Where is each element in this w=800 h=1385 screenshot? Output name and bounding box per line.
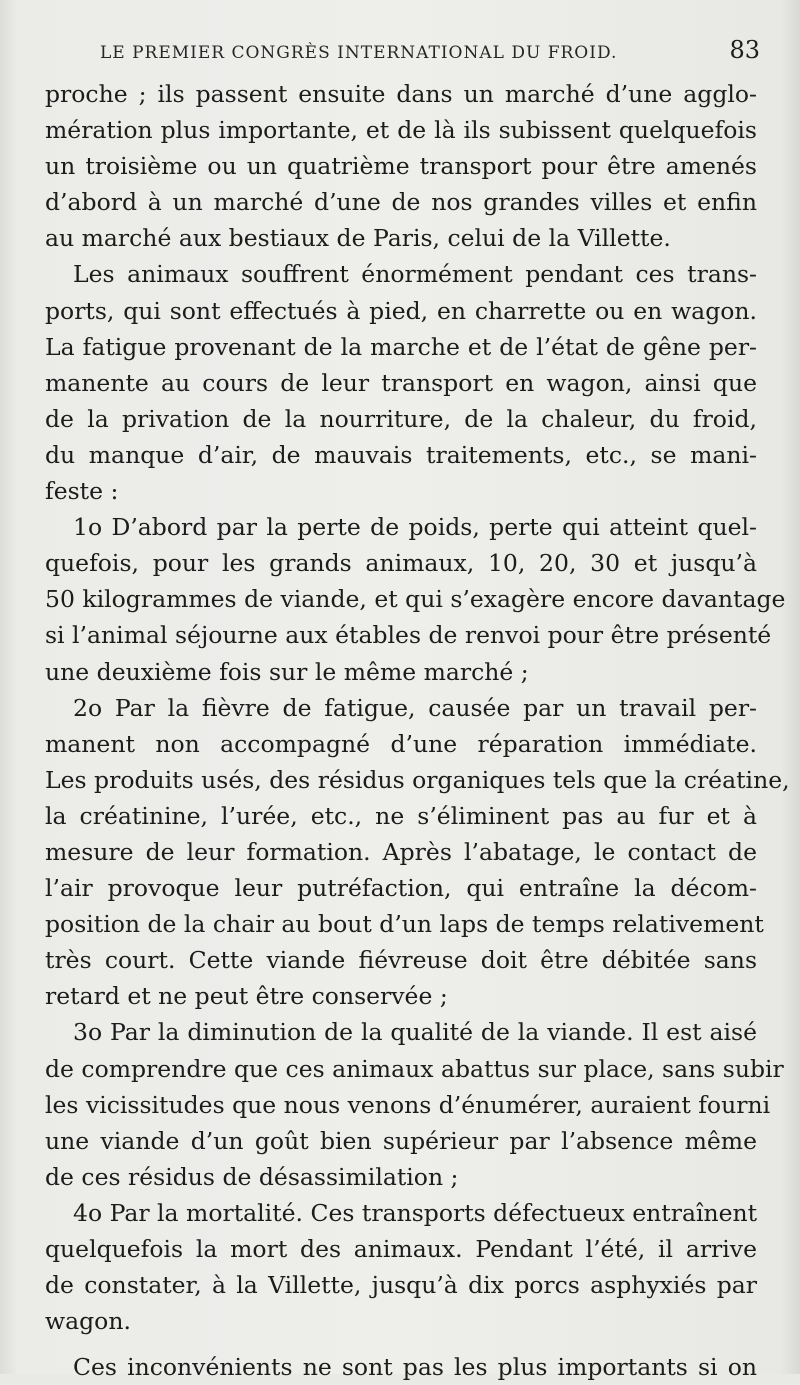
- text-line: une deuxième fois sur le même marché ;: [45, 657, 529, 686]
- text-line: ports, qui sont effectués à pied, en charrette ou en wagon.: [45, 296, 757, 325]
- text-line: 3o Par la diminution de la qualité de la viande. Il est aisé: [73, 1018, 757, 1047]
- text-line: de constater, à la Villette, jusqu’à dix porcs asphyxiés par: [45, 1271, 757, 1300]
- text-line: feste :: [45, 477, 119, 506]
- text-line: 50 kilogrammes de viande, et qui s’exagère encore davantage: [45, 585, 786, 614]
- text-line: 1o D’abord par la perte de poids, perte qui atteint quel-: [73, 513, 757, 542]
- text-line: Les animaux souffrent énormément pendant ces trans-: [73, 260, 757, 289]
- text-line: au marché aux bestiaux de Paris, celui de la Villette.: [45, 224, 671, 253]
- page-number: 83: [729, 36, 760, 64]
- text-line: quefois, pour les grands animaux, 10, 20, 30 et jusqu’à: [45, 549, 757, 578]
- paragraph-gap: [45, 1339, 757, 1349]
- text-line: si l’animal séjourne aux étables de renvoi pour être présenté: [45, 621, 772, 650]
- text-line: les vicissitudes que nous venons d’énumérer, auraient fourni: [45, 1090, 771, 1119]
- text-line: wagon.: [45, 1307, 131, 1336]
- text-line: très court. Cette viande fiévreuse doit être débitée sans: [45, 946, 757, 975]
- text-line: Les produits usés, des résidus organiques tels que la créatine,: [45, 765, 790, 794]
- text-line: mesure de leur formation. Après l’abatage, le contact de: [45, 837, 757, 866]
- text-line: quelquefois la mort des animaux. Pendant l’été, il arrive: [45, 1235, 757, 1263]
- text-line: mération plus importante, et de là ils subissent quelquefois: [45, 116, 757, 145]
- text-line: de la privation de la nourriture, de la chaleur, du froid,: [45, 404, 757, 433]
- running-title: LE PREMIER CONGRÈS INTERNATIONAL DU FROID.: [100, 43, 618, 63]
- text-line: proche ; ils passent ensuite dans un marché d’une agglo-: [45, 80, 757, 108]
- text-line: manente au cours de leur transport en wagon, ainsi que: [45, 368, 757, 397]
- text-line: Ces inconvénients ne sont pas les plus importants si on: [73, 1353, 757, 1382]
- text-line: La fatigue provenant de la marche et de l’état de gêne per-: [45, 332, 757, 361]
- text-line: 4o Par la mortalité. Ces transports défectueux entraînent: [73, 1198, 758, 1227]
- text-line: de ces résidus de désassimilation ;: [45, 1162, 459, 1191]
- text-line: un troisième ou un quatrième transport pour être amenés: [45, 152, 757, 181]
- text-line: retard et ne peut être conservée ;: [45, 982, 448, 1011]
- text-line: une viande d’un goût bien supérieur par l’absence même: [45, 1126, 757, 1155]
- body-text: [45, 76, 790, 1385]
- text-line: du manque d’air, de mauvais traitements, etc., se mani-: [45, 440, 757, 469]
- text-line: position de la chair au bout d’un laps de temps relativement: [45, 910, 764, 939]
- text-line: de comprendre que ces animaux abattus sur place, sans subir: [45, 1054, 784, 1083]
- text-line: d’abord à un marché d’une de nos grandes villes et enfin: [45, 188, 757, 217]
- text-line: la créatinine, l’urée, etc., ne s’éliminent pas au fur et à: [45, 801, 757, 830]
- text-line: 2o Par la fièvre de fatigue, causée par un travail per-: [73, 693, 757, 722]
- text-line: manent non accompagné d’une réparation immédiate.: [45, 729, 757, 758]
- text-line: l’air provoque leur putréfaction, qui entraîne la décom-: [45, 874, 757, 903]
- page-header: [100, 36, 760, 64]
